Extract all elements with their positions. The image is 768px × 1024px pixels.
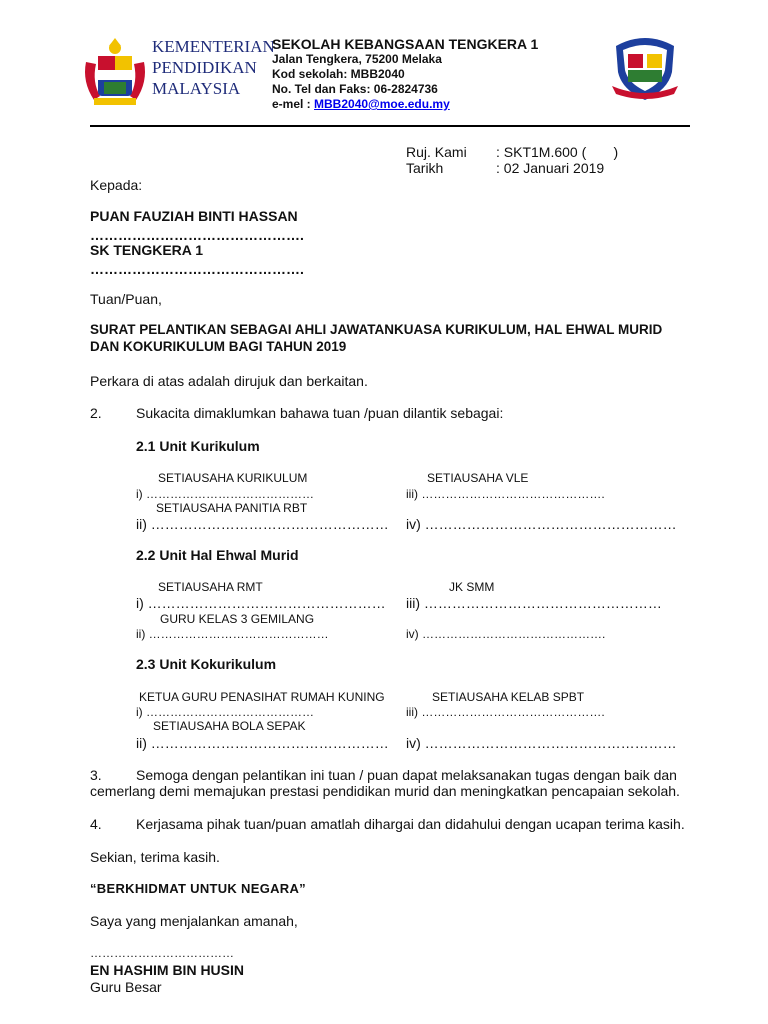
- role-line: iii) ……………………………………….: [406, 487, 605, 501]
- recipient-dots-2: ……………………………………….: [90, 261, 304, 277]
- role-label: SETIAUSAHA BOLA SEPAK: [153, 719, 306, 733]
- paragraph-1: Perkara di atas adalah dirujuk dan berkaitan.: [90, 373, 368, 389]
- school-email-label: e-mel :: [272, 97, 315, 111]
- closing-sekian: Sekian, terima kasih.: [90, 849, 220, 865]
- header-divider: [90, 125, 690, 127]
- role-label: SETIAUSAHA KURIKULUM: [158, 471, 308, 485]
- role-label: SETIAUSAHA VLE: [427, 471, 529, 485]
- school-badge-icon: [608, 32, 682, 104]
- paragraph-3-number: 3.: [90, 767, 102, 783]
- role-line: i) ……………………………………: [136, 705, 314, 719]
- unit-kokurikulum-title: 2.3 Unit Kokurikulum: [136, 656, 277, 672]
- role-line: ii) ……………………………………………: [136, 516, 389, 532]
- ref-date-label: Tarikh: [406, 160, 444, 176]
- paragraph-3-line-1: Semoga dengan pelantikan ini tuan / puan dapat melaksanakan tugas dengan baik dan: [136, 767, 677, 783]
- recipient-dots-1: ……………………………………….: [90, 227, 304, 243]
- unit-hem-title: 2.2 Unit Hal Ehwal Murid: [136, 547, 299, 563]
- role-line: iv) ………………………………………………: [406, 516, 677, 532]
- ministry-name: [152, 36, 275, 99]
- role-line: ii) ……………………………………………: [136, 735, 389, 751]
- role-label: GURU KELAS 3 GEMILANG: [160, 612, 315, 626]
- paragraph-4-number: 4.: [90, 816, 102, 832]
- ministry-crest-icon: [80, 32, 150, 112]
- school-phone: No. Tel dan Faks: 06-2824736: [272, 82, 438, 96]
- ref-ruj-value: : SKT1M.600 ( ): [496, 144, 619, 160]
- role-line: i) ……………………………………………: [136, 595, 386, 611]
- role-line: iii) ……………………………………………: [406, 595, 662, 611]
- ministry-line-1: KEMENTERIAN: [152, 37, 275, 56]
- role-label: JK SMM: [449, 580, 495, 594]
- school-email-link[interactable]: MBB2040@moe.edu.my: [314, 97, 450, 111]
- closing-motto: “BERKHIDMAT UNTUK NEGARA”: [90, 881, 306, 896]
- signature-line: ………………………………: [90, 946, 234, 960]
- closing-amanah: Saya yang menjalankan amanah,: [90, 913, 298, 929]
- recipient-kepada: Kepada:: [90, 177, 143, 193]
- paragraph-2-number: 2.: [90, 405, 102, 421]
- role-label: SETIAUSAHA RMT: [158, 580, 263, 594]
- recipient-name: PUAN FAUZIAH BINTI HASSAN: [90, 208, 298, 224]
- role-line: iv) ……………………………………….: [406, 627, 606, 641]
- paragraph-4-text: Kerjasama pihak tuan/puan amatlah dihargai dan didahului dengan ucapan terima kasih.: [136, 816, 685, 832]
- signer-name: EN HASHIM BIN HUSIN: [90, 962, 245, 978]
- recipient-school: SK TENGKERA 1: [90, 242, 204, 258]
- salutation: Tuan/Puan,: [90, 291, 162, 307]
- unit-kurikulum-title: 2.1 Unit Kurikulum: [136, 438, 260, 454]
- paragraph-2-text: Sukacita dimaklumkan bahawa tuan /puan dilantik sebagai:: [136, 405, 504, 421]
- ministry-line-3: MALAYSIA: [152, 79, 241, 98]
- signer-position: Guru Besar: [90, 979, 162, 995]
- subject-line-1: SURAT PELANTIKAN SEBAGAI AHLI JAWATANKUASA KURIKULUM, HAL EHWAL MURID: [90, 322, 663, 337]
- role-line: i) ……………………………………: [136, 487, 314, 501]
- role-line: iii) ……………………………………….: [406, 705, 605, 719]
- paragraph-3-line-2: cemerlang demi memajukan prestasi pendidikan murid dan meningkatkan pencapaian sekolah.: [90, 783, 680, 799]
- ref-ruj-label: Ruj. Kami: [406, 144, 467, 160]
- school-code: Kod sekolah: MBB2040: [272, 67, 405, 81]
- role-label: KETUA GURU PENASIHAT RUMAH KUNING: [139, 690, 385, 704]
- school-email-line: [272, 97, 538, 112]
- role-line: iv) ………………………………………………: [406, 735, 677, 751]
- school-address: Jalan Tengkera, 75200 Melaka: [272, 52, 442, 66]
- ministry-line-2: PENDIDIKAN: [152, 58, 257, 77]
- ref-date-value: : 02 Januari 2019: [496, 160, 605, 176]
- school-name: SEKOLAH KEBANGSAAN TENGKERA 1: [272, 36, 539, 52]
- role-line: ii) ………………………………………: [136, 627, 329, 641]
- school-header: [272, 36, 538, 112]
- role-label: SETIAUSAHA PANITIA RBT: [156, 501, 308, 515]
- subject-line-2: DAN KOKURIKULUM BAGI TAHUN 2019: [90, 339, 347, 354]
- role-label: SETIAUSAHA KELAB SPBT: [432, 690, 585, 704]
